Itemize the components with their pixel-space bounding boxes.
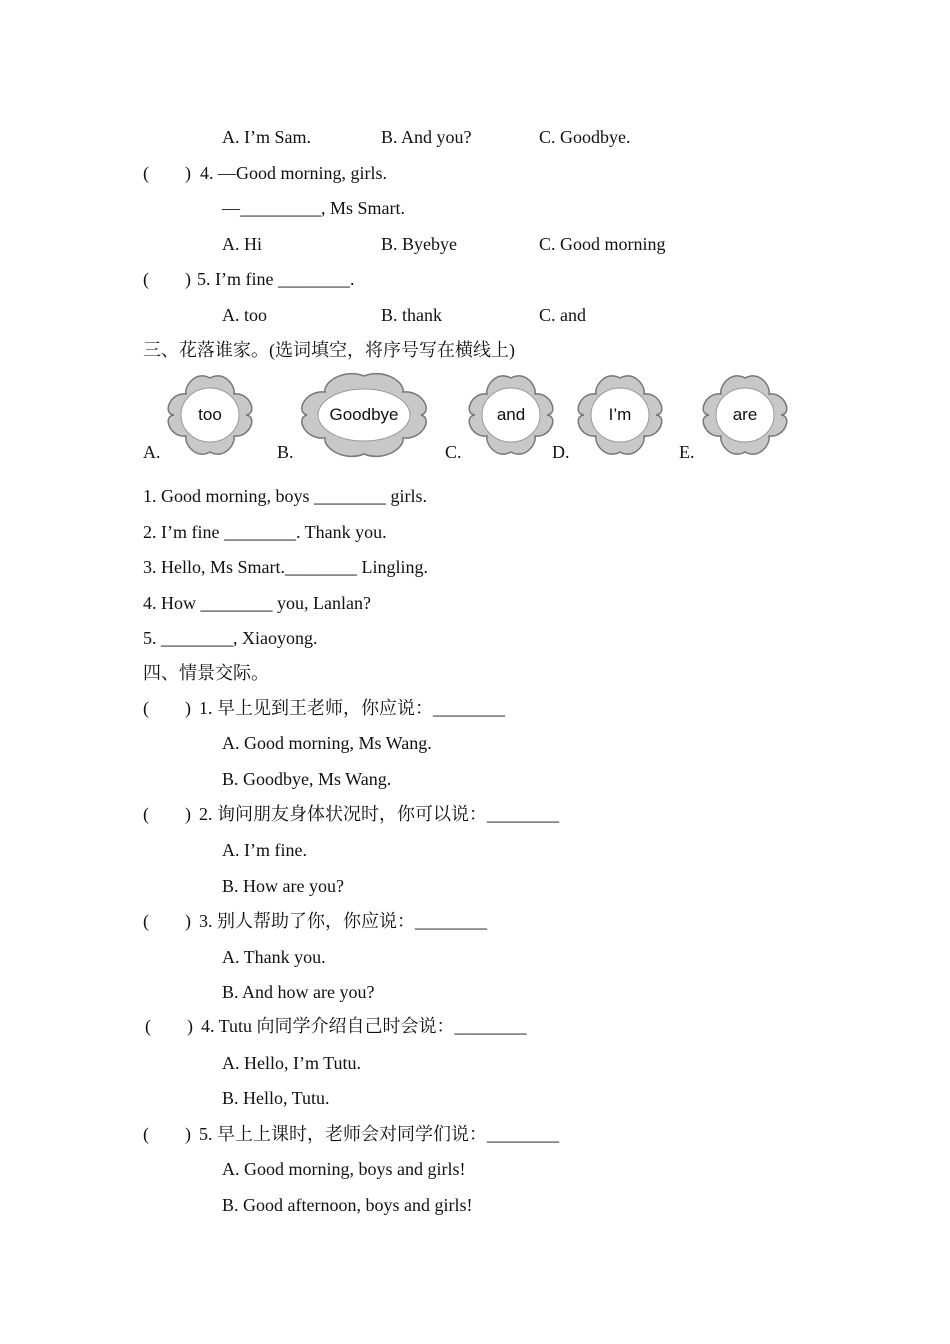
s3-sentence-5: 5. ________, Xiaoyong.	[143, 628, 318, 648]
s4-q2-answer-bracket[interactable]: ( )	[143, 804, 191, 824]
section4-heading: 四、情景交际。	[143, 663, 269, 683]
s4-q4-answer-bracket[interactable]: ( )	[145, 1016, 193, 1036]
flower-letter-c: C.	[445, 442, 462, 462]
q5-option-a: A. too	[222, 305, 267, 325]
flower-word-c: and	[496, 405, 526, 424]
q4-option-b: B. Byebye	[381, 234, 457, 254]
q3-option-c: C. Goodbye.	[539, 127, 631, 147]
flower-word-b: Goodbye	[329, 405, 399, 424]
s4-q1-option-b: B. Goodbye, Ms Wang.	[222, 769, 392, 789]
s4-q5-option-b: B. Good afternoon, boys and girls!	[222, 1195, 473, 1215]
flower-word-d: I’m	[608, 405, 632, 424]
q3-option-b: B. And you?	[381, 127, 472, 147]
flower-e	[701, 372, 789, 458]
q4-answer-bracket[interactable]: ( )	[143, 163, 191, 183]
flower-letter-e: E.	[679, 442, 695, 462]
q5-option-c: C. and	[539, 305, 586, 325]
flower-letter-d: D.	[552, 442, 570, 462]
q3-option-a: A. I’m Sam.	[222, 127, 311, 147]
s4-q2-option-b: B. How are you?	[222, 876, 344, 896]
s4-q1-answer-bracket[interactable]: ( )	[143, 698, 191, 718]
s4-q3-answer-bracket[interactable]: ( )	[143, 911, 191, 931]
s4-q1-option-a: A. Good morning, Ms Wang.	[222, 733, 432, 753]
q5-answer-bracket[interactable]: ( )	[143, 269, 191, 289]
s4-q4-stem: 4. Tutu 向同学介绍自己时会说：________	[201, 1016, 527, 1036]
flower-d	[576, 372, 664, 458]
s4-q2-option-a: A. I’m fine.	[222, 840, 307, 860]
s3-sentence-1: 1. Good morning, boys ________ girls.	[143, 486, 428, 506]
flower-word-a: too	[198, 405, 222, 424]
flower-letter-a: A.	[143, 442, 161, 462]
flower-letter-b: B.	[277, 442, 294, 462]
s3-sentence-3: 3. Hello, Ms Smart.________ Lingling.	[143, 557, 428, 577]
q4-reply: —_________, Ms Smart.	[222, 198, 406, 218]
q4-option-c: C. Good morning	[539, 234, 666, 254]
flower-a	[166, 372, 254, 458]
flower-b	[299, 372, 429, 458]
s3-sentence-2: 2. I’m fine ________. Thank you.	[143, 522, 387, 542]
q5-option-b: B. thank	[381, 305, 442, 325]
s4-q4-option-a: A. Hello, I’m Tutu.	[222, 1053, 362, 1073]
s4-q3-stem: 3. 别人帮助了你，你应说：________	[199, 911, 487, 931]
s4-q4-option-b: B. Hello, Tutu.	[222, 1088, 330, 1108]
section3-heading: 三、花落谁家。(选词填空，将序号写在横线上)	[143, 340, 515, 360]
s4-q1-stem: 1. 早上见到王老师，你应说：________	[199, 698, 505, 718]
s4-q2-stem: 2. 询问朋友身体状况时，你可以说：________	[199, 804, 559, 824]
s4-q5-stem: 5. 早上上课时，老师会对同学们说：________	[199, 1124, 559, 1144]
q4-option-a: A. Hi	[222, 234, 262, 254]
s4-q5-option-a: A. Good morning, boys and girls!	[222, 1159, 466, 1179]
flower-word-e: are	[732, 405, 758, 424]
q4-stem: 4. —Good morning, girls.	[200, 163, 387, 183]
q5-stem: 5. I’m fine ________.	[197, 269, 355, 289]
flower-c	[467, 372, 555, 458]
s4-q5-answer-bracket[interactable]: ( )	[143, 1124, 191, 1144]
s3-sentence-4: 4. How ________ you, Lanlan?	[143, 593, 371, 613]
s4-q3-option-b: B. And how are you?	[222, 982, 375, 1002]
s4-q3-option-a: A. Thank you.	[222, 947, 326, 967]
